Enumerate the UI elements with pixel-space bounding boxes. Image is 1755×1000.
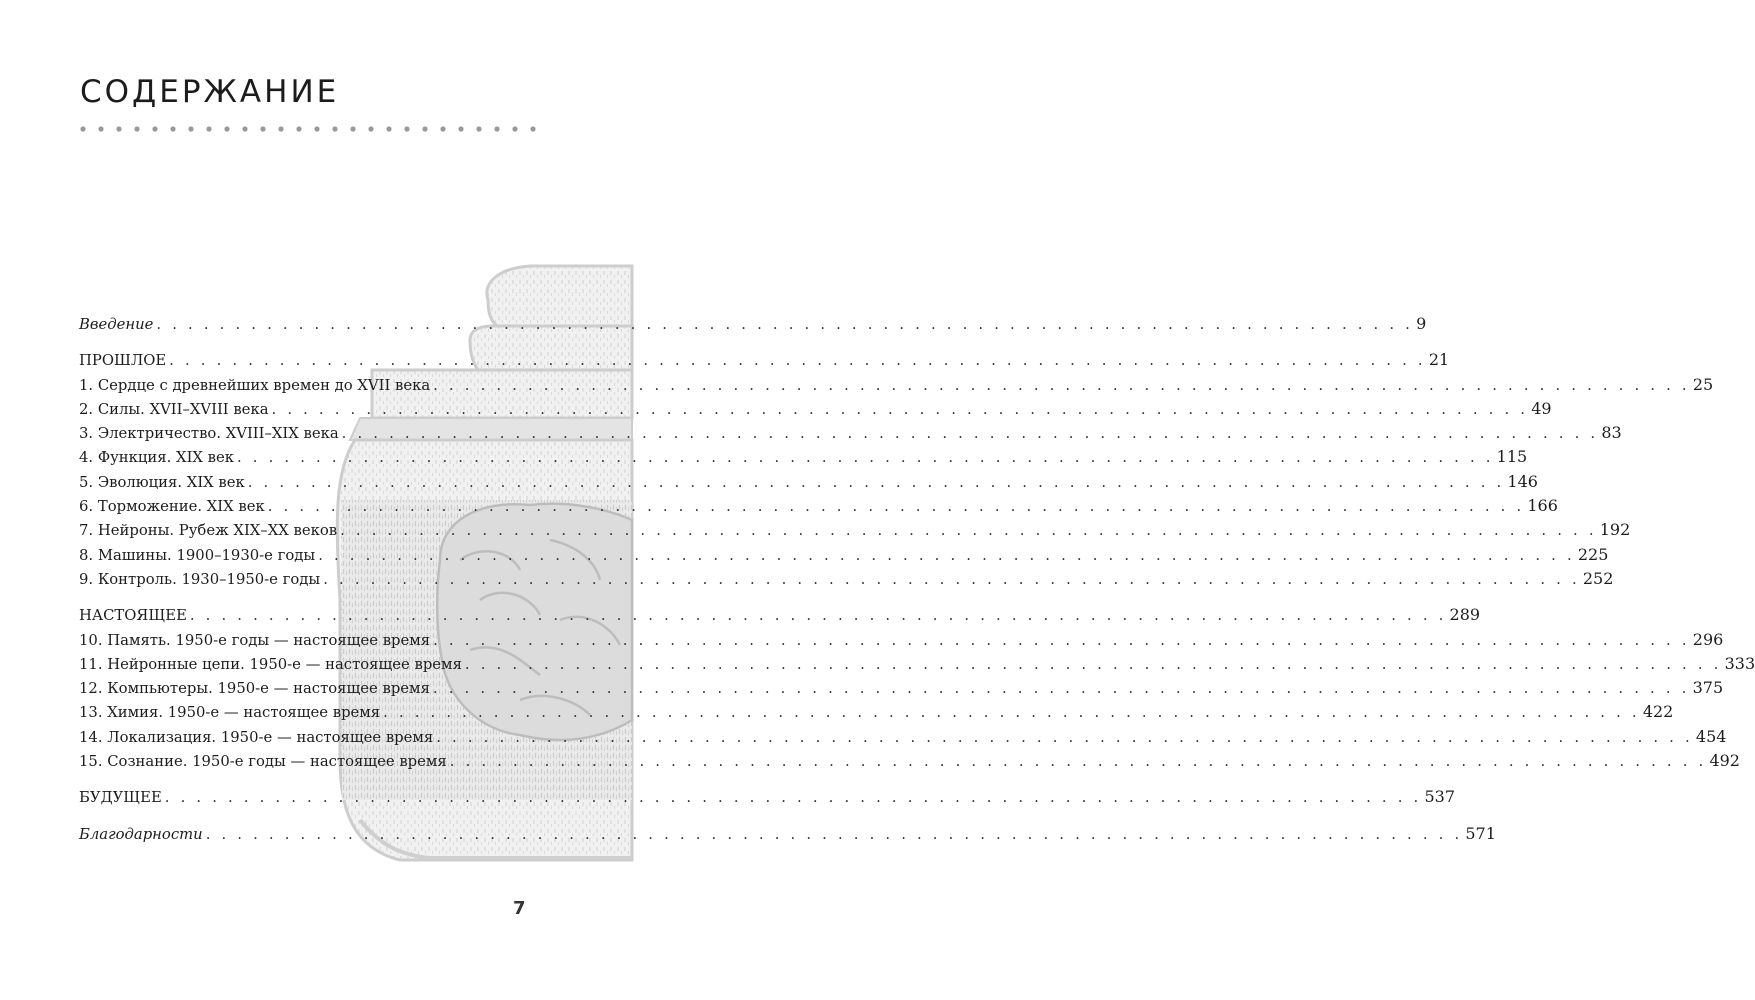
toc-chapter-14[interactable] [79, 725, 1727, 749]
toc-leader-dots: . . . . . . . . . . . . . . . . . . . . . . . . . . . . . . . . . . . . . . . . . . . . . . . . . . . . . . . . . . . . . . . . . . . . . . . . . . . . . . . . [164, 789, 1422, 807]
toc-entry-page: 252 [1582, 568, 1614, 588]
toc-entry-page: 454 [1695, 726, 1727, 746]
toc-entry-page: 25 [1692, 374, 1714, 394]
toc-entry-label: 10. Память. 1950-е годы — настоящее время [79, 631, 431, 649]
toc-entry-label: 6. Торможение. XIX век [79, 498, 265, 516]
toc-entry-label: НАСТОЯЩЕЕ [79, 607, 187, 625]
toc-entry-page: 537 [1424, 787, 1455, 807]
toc-chapter-2[interactable] [79, 397, 1552, 421]
toc-entry-label: БУДУЩЕЕ [79, 789, 162, 807]
toc-leader-dots: . . . . . . . . . . . . . . . . . . . . . . . . . . . . . . . . . . . . . . . . . . . . . . . . . . . . . . . . . . . . . . . . . . . . . . . . . . . . . . . . [189, 607, 1447, 625]
toc-leader-dots: . . . . . . . . . . . . . . . . . . . . . . . . . . . . . . . . . . . . . . . . . . . . . . . . . . . . . . . . . . . . . . . . . . . . . . . . . . . . . . . . [433, 376, 1690, 394]
toc-leader-dots: . . . . . . . . . . . . . . . . . . . . . . . . . . . . . . . . . . . . . . . . . . . . . . . . . . . . . . . . . . . . . . . . . . . . . . . . . . . . . . . . [156, 316, 1414, 333]
page-number: 7 [513, 898, 526, 919]
toc-entry-label: 11. Нейронные цепи. 1950-е — настоящее время [79, 655, 462, 673]
toc-chapter-8[interactable] [79, 543, 1609, 567]
toc-entry-label: 13. Химия. 1950-е — настоящее время [79, 704, 381, 722]
toc-leader-dots: . . . . . . . . . . . . . . . . . . . . . . . . . . . . . . . . . . . . . . . . . . . . . . . . . . . . . . . . . . . . . . . . . . . . . . . . . . . . . . . . [205, 825, 1463, 843]
toc-chapter-11[interactable] [79, 652, 1755, 676]
toc-entry-label: 12. Компьютеры. 1950-е — настоящее время [79, 680, 430, 698]
toc-entry-label: ПРОШЛОЕ [79, 352, 167, 370]
toc-entry-label: 8. Машины. 1900–1930-е годы [79, 546, 316, 564]
toc-entry-page: 492 [1709, 751, 1740, 771]
toc-leader-dots: . . . . . . . . . . . . . . . . . . . . . . . . . . . . . . . . . . . . . . . . . . . . . . . . . . . . . . . . . . . . . . . . . . . . . . . . . . . . . . . . [271, 400, 1529, 418]
toc-leader-dots: . . . . . . . . . . . . . . . . . . . . . . . . . . . . . . . . . . . . . . . . . . . . . . . . . . . . . . . . . . . . . . . . . . . . . . . . . . . . . . . . [267, 498, 1525, 516]
toc-chapter-13[interactable] [79, 700, 1674, 724]
toc-chapter-3[interactable] [79, 421, 1622, 445]
toc-chapter-6[interactable] [79, 494, 1558, 518]
toc-entry-page: 83 [1601, 423, 1622, 443]
toc-entry-page: 166 [1527, 496, 1558, 516]
table-of-contents [79, 312, 1755, 846]
toc-chapter-4[interactable] [79, 445, 1528, 469]
toc-leader-dots: . . . . . . . . . . . . . . . . . . . . . . . . . . . . . . . . . . . . . . . . . . . . . . . . . . . . . . . . . . . . . . . . . . . . . . . . . . . . . . . . [341, 425, 1599, 443]
title-dotted-divider [80, 124, 540, 134]
toc-leader-dots: . . . . . . . . . . . . . . . . . . . . . . . . . . . . . . . . . . . . . . . . . . . . . . . . . . . . . . . . . . . . . . . . . . . . . . . . . . . . . . . . [464, 655, 1722, 673]
toc-entry-label: 14. Локализация. 1950-е — настоящее время [79, 728, 434, 746]
toc-entry-page: 571 [1465, 823, 1496, 843]
toc-entry-page: 21 [1428, 350, 1450, 370]
page-title: СОДЕРЖАНИЕ [80, 74, 340, 110]
toc-entry-page: 115 [1496, 447, 1528, 467]
toc-entry-page: 289 [1449, 605, 1481, 625]
toc-leader-dots: . . . . . . . . . . . . . . . . . . . . . . . . . . . . . . . . . . . . . . . . . . . . . . . . . . . . . . . . . . . . . . . . . . . . . . . . . . . . . . . . [247, 473, 1505, 491]
toc-entry-page: 375 [1692, 678, 1724, 698]
toc-leader-dots: . . . . . . . . . . . . . . . . . . . . . . . . . . . . . . . . . . . . . . . . . . . . . . . . . . . . . . . . . . . . . . . . . . . . . . . . . . . . . . . . [323, 570, 1580, 588]
toc-chapter-1[interactable] [79, 373, 1714, 397]
toc-leader-dots: . . . . . . . . . . . . . . . . . . . . . . . . . . . . . . . . . . . . . . . . . . . . . . . . . . . . . . . . . . . . . . . . . . . . . . . . . . . . . . . . [449, 753, 1707, 771]
toc-leader-dots: . . . . . . . . . . . . . . . . . . . . . . . . . . . . . . . . . . . . . . . . . . . . . . . . . . . . . . . . . . . . . . . . . . . . . . . . . . . . . . . . [436, 728, 1693, 746]
toc-entry-label: 3. Электричество. XVIII–XIX века [79, 425, 339, 443]
toc-leader-dots: . . . . . . . . . . . . . . . . . . . . . . . . . . . . . . . . . . . . . . . . . . . . . . . . . . . . . . . . . . . . . . . . . . . . . . . . . . . . . . . . [383, 704, 1640, 722]
toc-chapter-5[interactable] [79, 470, 1538, 494]
toc-entry-page: 333 [1724, 653, 1755, 673]
toc-entry-label: 5. Эволюция. XIX век [79, 473, 245, 491]
toc-chapter-10[interactable] [79, 628, 1724, 652]
toc-leader-dots: . . . . . . . . . . . . . . . . . . . . . . . . . . . . . . . . . . . . . . . . . . . . . . . . . . . . . . . . . . . . . . . . . . . . . . . . . . . . . . . . [432, 680, 1690, 698]
toc-leader-dots: . . . . . . . . . . . . . . . . . . . . . . . . . . . . . . . . . . . . . . . . . . . . . . . . . . . . . . . . . . . . . . . . . . . . . . . . . . . . . . . . [433, 631, 1690, 649]
toc-entry-label: 9. Контроль. 1930–1950-е годы [79, 570, 321, 588]
toc-entry-page: 9 [1416, 314, 1427, 333]
toc-entry-page: 146 [1507, 471, 1538, 491]
toc-entry-label: 7. Нейроны. Рубеж XIX–XX веков [79, 522, 338, 540]
toc-entry-page: 296 [1692, 629, 1724, 649]
toc-entry-acknowledgements[interactable] [79, 822, 1496, 846]
toc-entry-label: 1. Сердце с древнейших времен до XVII века [79, 376, 431, 394]
toc-entry-label: Благодарности [79, 825, 203, 843]
toc-section-past[interactable] [79, 348, 1450, 372]
toc-section-future[interactable] [79, 785, 1455, 809]
toc-leader-dots: . . . . . . . . . . . . . . . . . . . . . . . . . . . . . . . . . . . . . . . . . . . . . . . . . . . . . . . . . . . . . . . . . . . . . . . . . . . . . . . . [318, 546, 1575, 564]
toc-leader-dots: . . . . . . . . . . . . . . . . . . . . . . . . . . . . . . . . . . . . . . . . . . . . . . . . . . . . . . . . . . . . . . . . . . . . . . . . . . . . . . . . [340, 522, 1597, 540]
toc-leader-dots: . . . . . . . . . . . . . . . . . . . . . . . . . . . . . . . . . . . . . . . . . . . . . . . . . . . . . . . . . . . . . . . . . . . . . . . . . . . . . . . . [169, 352, 1426, 370]
toc-entry-label: Введение [79, 316, 154, 333]
toc-section-present[interactable] [79, 603, 1481, 627]
toc-chapter-7[interactable] [79, 518, 1631, 542]
toc-entry-label: 2. Силы. XVII–XVIII века [79, 400, 269, 418]
toc-entry-introduction[interactable] [79, 312, 1427, 336]
toc-entry-page: 422 [1642, 702, 1674, 722]
toc-entry-page: 49 [1531, 398, 1552, 418]
toc-chapter-9[interactable] [79, 567, 1614, 591]
toc-leader-dots: . . . . . . . . . . . . . . . . . . . . . . . . . . . . . . . . . . . . . . . . . . . . . . . . . . . . . . . . . . . . . . . . . . . . . . . . . . . . . . . . [237, 449, 1494, 467]
toc-chapter-15[interactable] [79, 749, 1740, 773]
toc-entry-page: 225 [1577, 544, 1609, 564]
toc-entry-label: 4. Функция. XIX век [79, 449, 234, 467]
toc-chapter-12[interactable] [79, 676, 1724, 700]
toc-entry-page: 192 [1599, 520, 1631, 540]
toc-entry-label: 15. Сознание. 1950-е годы — настоящее время [79, 753, 447, 771]
